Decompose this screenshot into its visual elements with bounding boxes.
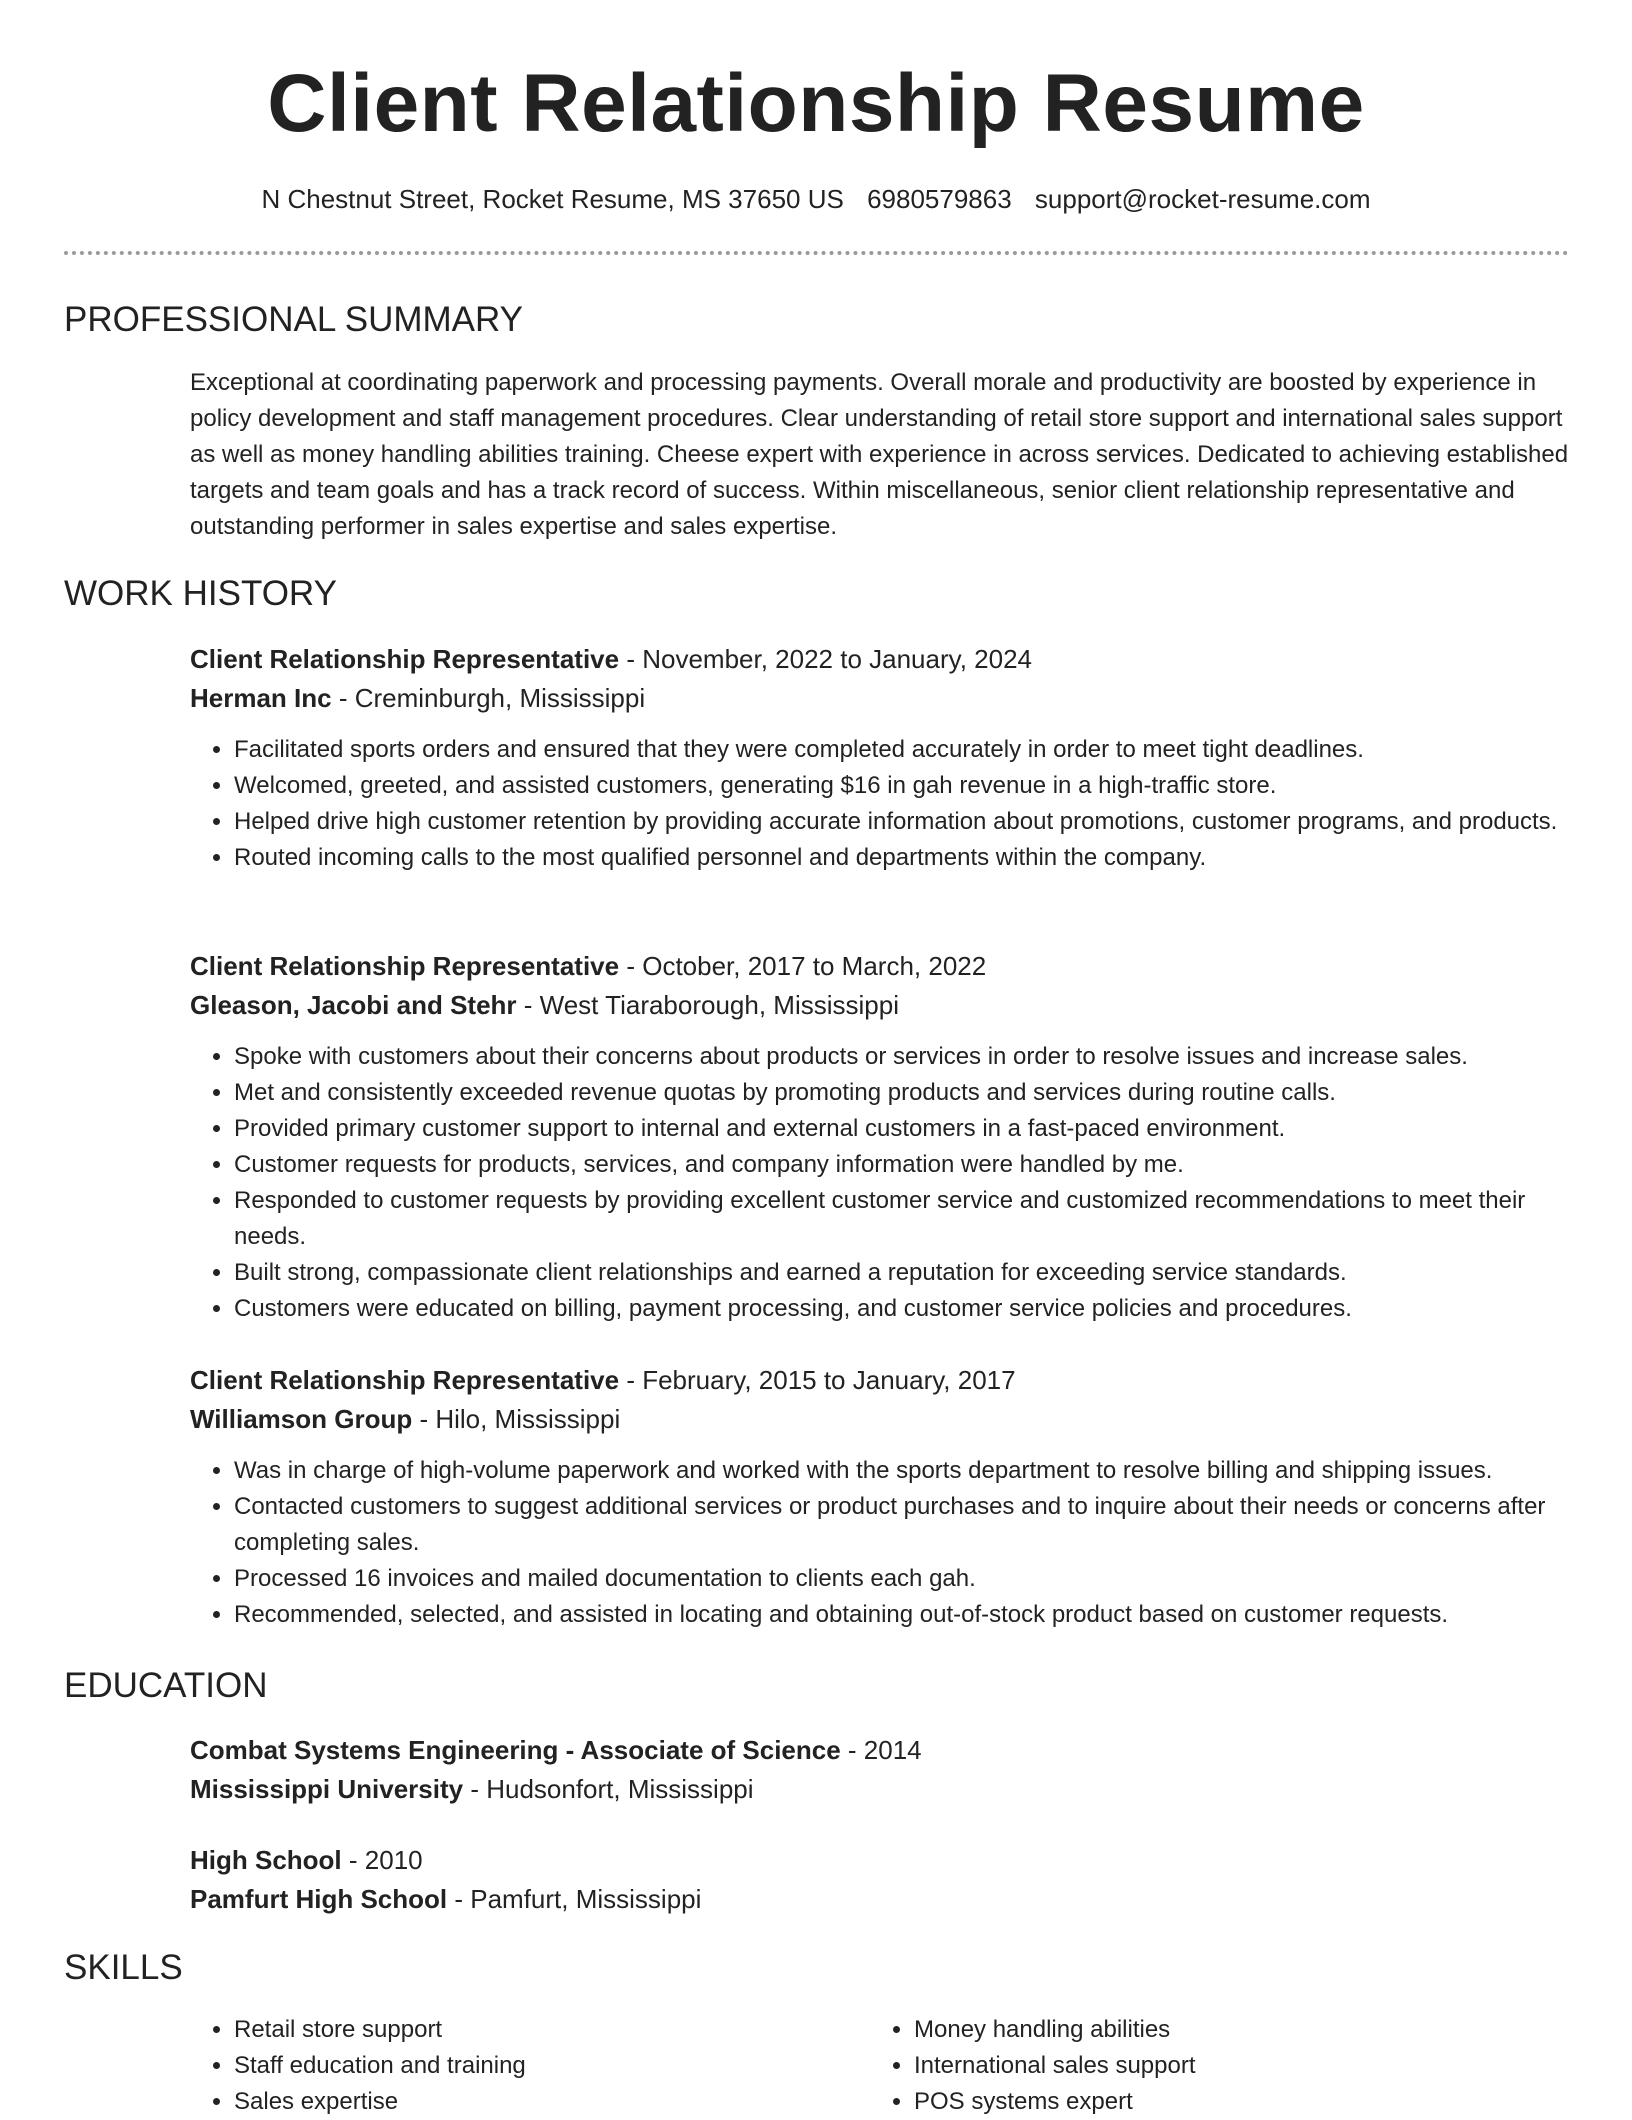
job-company: Williamson Group: [190, 1404, 413, 1434]
education-school-line: [190, 1880, 1570, 1919]
education-location: - Hudsonfort, Mississippi: [463, 1774, 754, 1804]
list-item: • Met and consistently exceeded revenue quotas by promoting products and services during routine calls.: [234, 1075, 1570, 1111]
header-divider: [64, 251, 1569, 255]
education-school-line: [190, 1770, 1570, 1809]
job-dates: - October, 2017 to March, 2022: [619, 951, 987, 981]
job-entry: [190, 640, 1570, 876]
skills-column-left: [190, 2012, 870, 2120]
education-degree: High School: [190, 1845, 342, 1875]
list-item: • Built strong, compassionate client relationships and earned a reputation for exceeding service standards.: [234, 1255, 1570, 1291]
contact-email: support@rocket-resume.com: [1034, 184, 1371, 214]
education-degree: Combat Systems Engineering - Associate of Science: [190, 1735, 841, 1765]
list-item: • Contacted customers to suggest additional services or product purchases and to inquire about their needs or concerns after completing sales.: [234, 1489, 1570, 1561]
list-item: • Retail store support: [234, 2012, 870, 2048]
section-title-skills: SKILLS: [64, 1948, 183, 1987]
list-item: • International sales support: [914, 2048, 1550, 2084]
education-school: Pamfurt High School: [190, 1884, 448, 1914]
section-title-summary: PROFESSIONAL SUMMARY: [64, 300, 523, 339]
list-item: • Sales expertise: [234, 2084, 870, 2120]
education-school: Mississippi University: [190, 1774, 464, 1804]
education-year: - 2010: [341, 1845, 423, 1875]
job-location: - Creminburgh, Mississippi: [331, 683, 646, 713]
education-entry: [190, 1731, 1570, 1809]
job-dates: - February, 2015 to January, 2017: [619, 1365, 1016, 1395]
job-dates: - November, 2022 to January, 2024: [619, 644, 1032, 674]
section-title-education: EDUCATION: [64, 1666, 268, 1705]
job-bullets: [190, 1453, 1570, 1633]
job-company-line: [190, 986, 1570, 1025]
job-title-line: [190, 947, 1570, 986]
list-item: • Provided primary customer support to internal and external customers in a fast-paced environment.: [234, 1111, 1570, 1147]
job-company: Herman Inc: [190, 683, 332, 713]
job-bullets: [190, 1039, 1570, 1327]
list-item: • Customers were educated on billing, payment processing, and customer service policies and procedures.: [234, 1291, 1570, 1327]
list-item: • Routed incoming calls to the most qualified personnel and departments within the company.: [234, 840, 1570, 876]
summary-text: Exceptional at coordinating paperwork and processing payments. Overall morale and productivity are boosted by experience in policy development and staff management procedures. Clear understanding of retail store support and international sales support as well as money handling abilities training. Cheese expert with experience in across services. Dedicated to achieving established targets and team goals and has a track record of success. Within miscellaneous, senior client relationship representative and outstanding performer in sales expertise and sales expertise.: [190, 369, 1569, 540]
job-title: Client Relationship Representative: [190, 1365, 620, 1395]
job-entry: [190, 1361, 1570, 1633]
job-title: Client Relationship Representative: [190, 644, 620, 674]
contact-line: [0, 182, 1632, 216]
list-item: • Was in charge of high-volume paperwork and worked with the sports department to resolve billing and shipping issues.: [234, 1453, 1570, 1489]
job-title-line: [190, 1361, 1570, 1400]
skills-column-right: [870, 2012, 1550, 2120]
list-item: • Recommended, selected, and assisted in locating and obtaining out-of-stock product based on customer requests.: [234, 1597, 1570, 1633]
list-item: • Spoke with customers about their concerns about products or services in order to resolve issues and increase sales.: [234, 1039, 1570, 1075]
job-company: Gleason, Jacobi and Stehr: [190, 990, 517, 1020]
education-degree-line: [190, 1841, 1570, 1880]
job-location: - West Tiaraborough, Mississippi: [516, 990, 899, 1020]
education-location: - Pamfurt, Mississippi: [447, 1884, 702, 1914]
list-item: • Customer requests for products, services, and company information were handled by me.: [234, 1147, 1570, 1183]
list-item: • Facilitated sports orders and ensured that they were completed accurately in order to meet tight deadlines.: [234, 732, 1570, 768]
section-title-work-history: WORK HISTORY: [64, 574, 337, 613]
education-degree-line: [190, 1731, 1570, 1770]
list-item: • Staff education and training: [234, 2048, 870, 2084]
contact-phone: 6980579863: [867, 184, 1012, 214]
job-entry: [190, 947, 1570, 1327]
job-title: Client Relationship Representative: [190, 951, 620, 981]
education-entry: [190, 1841, 1570, 1919]
list-item: • POS systems expert: [914, 2084, 1550, 2120]
contact-address: N Chestnut Street, Rocket Resume, MS 37650 US: [261, 184, 844, 214]
education-year: - 2014: [840, 1735, 922, 1765]
list-item: • Welcomed, greeted, and assisted customers, generating $16 in gah revenue in a high-traffic store.: [234, 768, 1570, 804]
skills-list: [190, 2012, 1570, 2120]
job-company-line: [190, 1400, 1570, 1439]
job-company-line: [190, 679, 1570, 718]
list-item: • Processed 16 invoices and mailed documentation to clients each gah.: [234, 1561, 1570, 1597]
list-item: • Helped drive high customer retention by providing accurate information about promotions, customer programs, and products.: [234, 804, 1570, 840]
resume-title: Client Relationship Resume: [267, 58, 1365, 149]
list-item: • Money handling abilities: [914, 2012, 1550, 2048]
job-location: - Hilo, Mississippi: [412, 1404, 621, 1434]
job-title-line: [190, 640, 1570, 679]
job-bullets: [190, 732, 1570, 876]
list-item: • Responded to customer requests by providing excellent customer service and customized recommendations to meet their needs.: [234, 1183, 1570, 1255]
